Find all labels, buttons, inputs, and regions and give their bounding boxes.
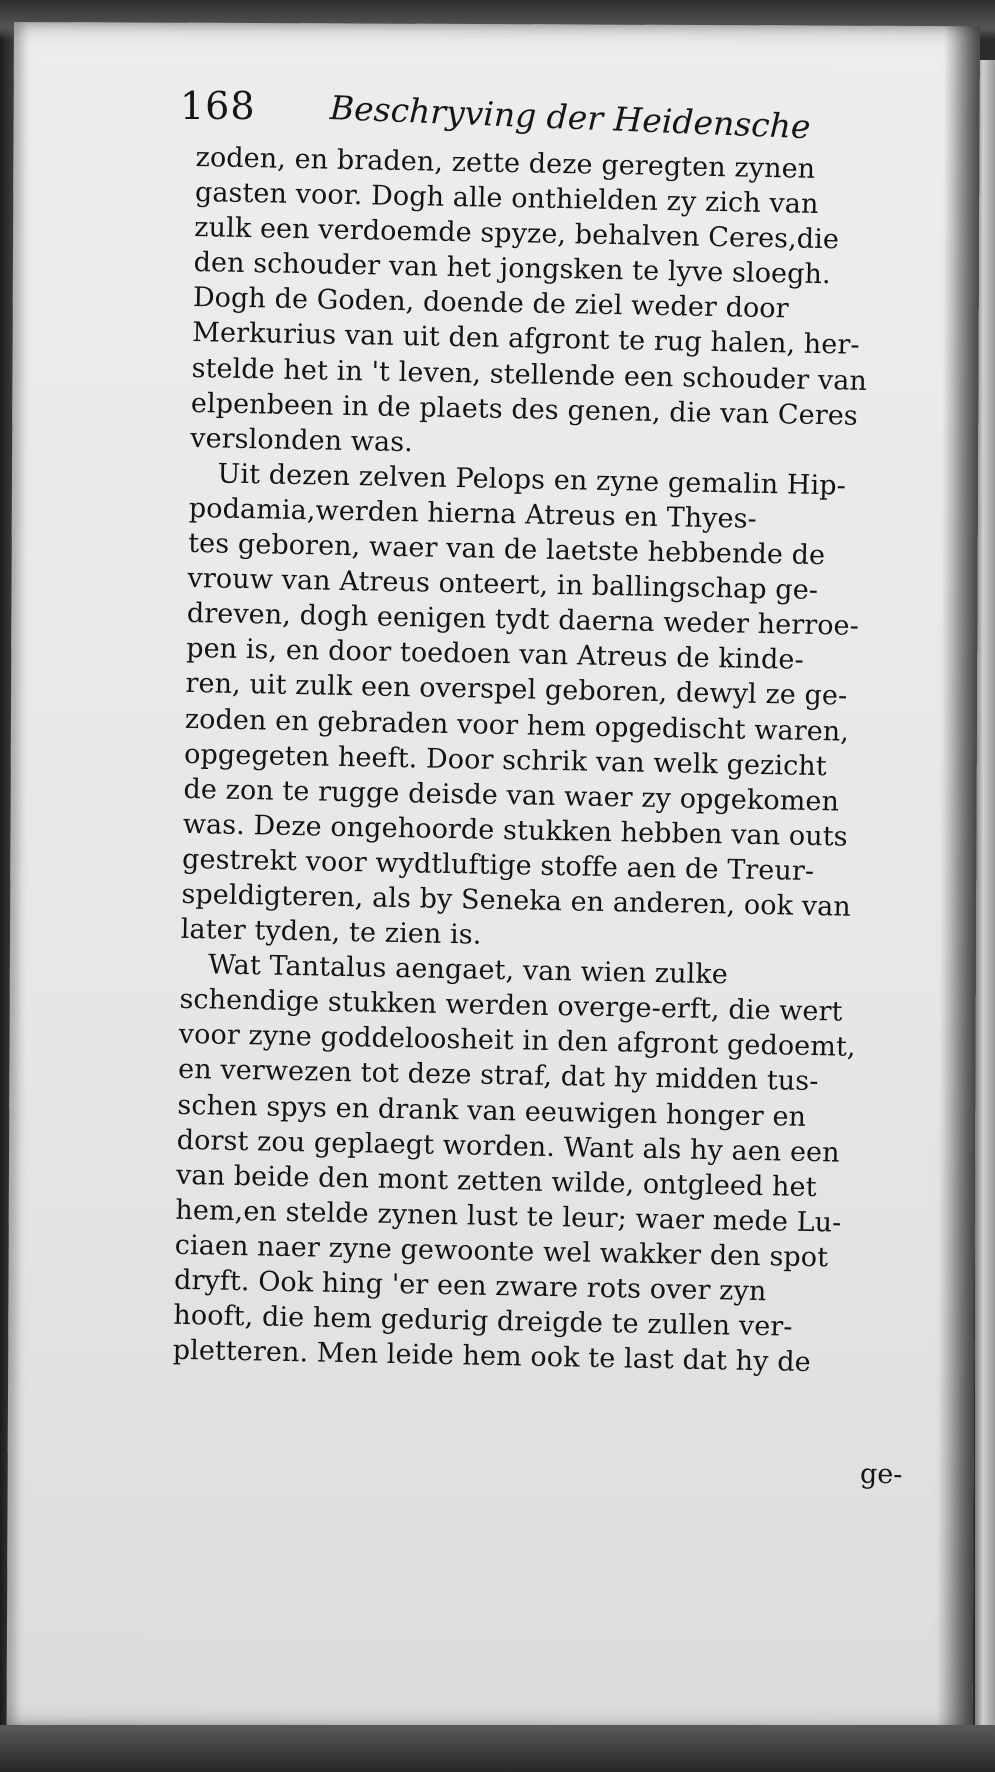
text-line: dorst zou geplaegt worden. Want als hy aen een xyxy=(176,1124,840,1169)
text-line: later tyden, te zien is. xyxy=(180,913,482,951)
text-line: Merkurius van uit den afgront te rug halen, her- xyxy=(191,317,860,362)
text-line: schen spys en drank van eeuwigen honger en xyxy=(177,1089,807,1133)
text-line: zulk een verdoemde spyze, behalven Ceres,die xyxy=(194,212,840,256)
text-line: stelde het in 't leven, stellende een schouder van xyxy=(191,352,868,397)
text-line: den schouder van het jongsken te lyve sloegh. xyxy=(193,247,832,291)
text-line: opgegeten heeft. Door schrik van welk gezicht xyxy=(183,738,828,782)
text-line: zoden, en braden, zette deze geregten zynen xyxy=(195,141,816,185)
text-line: dreven, dogh eenigen tydt daerna weder herroe- xyxy=(186,598,860,643)
running-title: Beschryving der Heidensche xyxy=(329,88,812,147)
text-line: pen is, en door toedoen van Atreus de kinde- xyxy=(185,633,805,677)
gutter-shadow xyxy=(937,26,980,1731)
text-line: vrouw van Atreus onteert, in ballingschap ge- xyxy=(187,563,819,607)
text-line: ciaen naer zyne gewoonte wel wakker den spot xyxy=(174,1229,829,1274)
text-line: dryft. Ook hing 'er een zware rots over zyn xyxy=(173,1264,767,1308)
catchword: ge- xyxy=(859,1458,903,1491)
text-line: elpenbeen in de plaets des genen, die van Ceres xyxy=(190,387,859,432)
bottom-shadow xyxy=(0,1725,995,1772)
text-line: Dogh de Goden, doende de ziel weder door xyxy=(192,282,790,325)
text-line: pletteren. Men leide hem ook te last dat hy de xyxy=(172,1334,811,1379)
text-line: en verwezen tot deze straf, dat hy midden tus- xyxy=(177,1054,819,1098)
text-line: verslonden was. xyxy=(189,422,414,458)
page-header xyxy=(180,84,830,147)
text-line: ren, uit zulk een overspel geboren, dewyl ze ge- xyxy=(185,668,848,713)
text-line: podamia,werden hierna Atreus en Thyes- xyxy=(188,492,758,535)
text-line: voor zyne goddeloosheit in den afgront gedoemt, xyxy=(178,1019,856,1064)
paragraph-start-line: Uit dezen zelven Pelops en zyne gemalin Hip- xyxy=(217,458,847,502)
text-line: de zon te rugge deisde van waer zy opgekomen xyxy=(183,773,840,818)
paragraph-start-line: Wat Tantalus aengaet, van wien zulke xyxy=(207,949,729,991)
text-line: tes geboren, waer van de laetste hebbende de xyxy=(187,527,826,572)
text-line: speldigteren, als by Seneka en anderen, ook van xyxy=(181,878,852,923)
text-line: gestrekt voor wydtluftige stoffe aen de Treur- xyxy=(181,843,815,887)
text-line: van beide den mont zetten wilde, ontgleed het xyxy=(175,1159,817,1203)
body-text xyxy=(172,140,910,1382)
text-line: gasten voor. Dogh alle onthielden zy zich van xyxy=(194,177,819,221)
text-line: hooft, die hem gedurig dreigde te zullen ver- xyxy=(173,1299,793,1343)
page-number: 168 xyxy=(180,84,256,128)
text-line: hem,en stelde zynen lust te leur; waer mede Lu- xyxy=(175,1194,842,1239)
text-line: was. Deze ongehoorde stukken hebben van outs xyxy=(182,808,848,853)
text-line: zoden en gebraden voor hem opgedischt waren, xyxy=(184,703,850,748)
text-line: schendige stukken werden overge-erft, die wert xyxy=(179,984,843,1028)
